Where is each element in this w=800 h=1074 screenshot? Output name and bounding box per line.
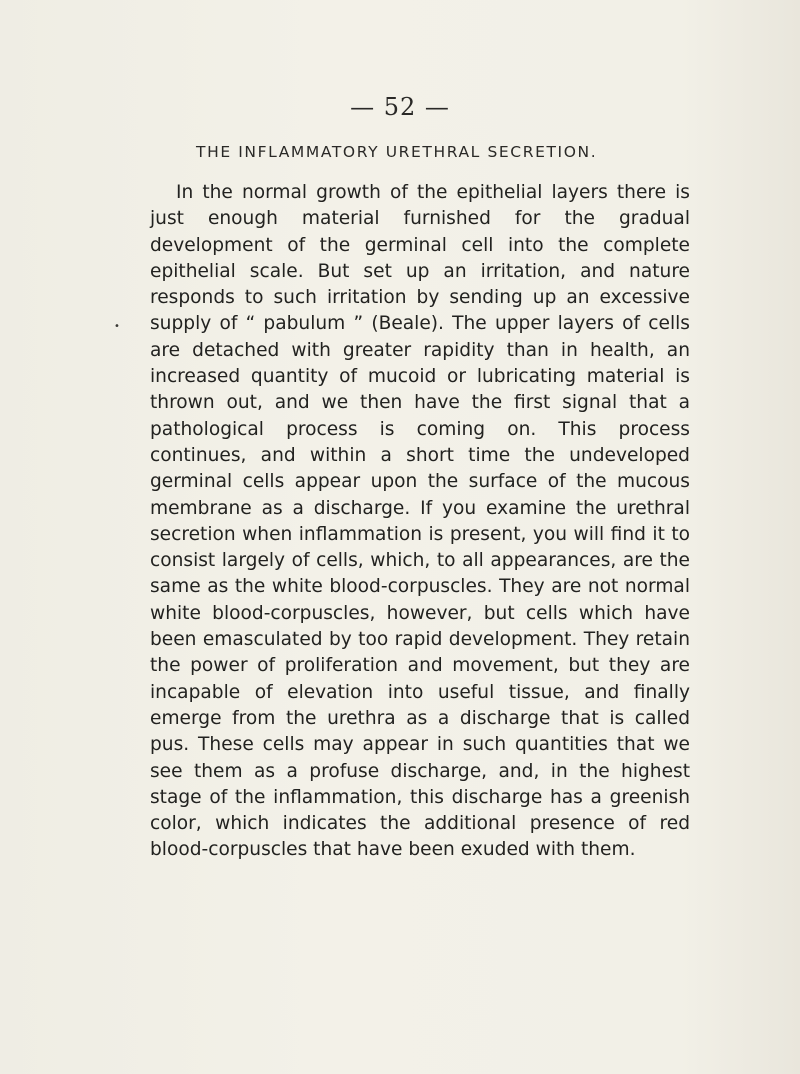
section-title: THE INFLAMMATORY URETHRAL SECRETION. [196, 143, 598, 161]
margin-mark: • [114, 321, 120, 332]
body-paragraph: In the normal growth of the epithelial layers there is just enough material furnished for the gradual development of the germinal cell into the complete epithelial scale. But set up an irritation, and nature responds to such irritation by sending up an excessive supply of “ pabulum ” (Beale). The upper layers of cells are detached with greater rapidity than in health, an increased quantity of mucoid or lubricating material is thrown out, and we then have the first signal that a pathological process is coming on. This process continues, and within a short time the undeveloped germinal cells appear upon the surface of the mucous membrane as a discharge. If you examine the urethral secretion when inflammation is present, you will find it to consist largely of cells, which, to all appearances, are the same as the white blood-corpuscles. They are not normal white blood-corpuscles, however, but cells which have been emasculated by too rapid development. They retain the power of proliferation and movement, but they are incapable of elevation into useful tissue, and finally emerge from the urethra as a discharge that is called pus. These cells may appear in such quantities that we see them as a profuse discharge, and, in the highest stage of the inflammation, this discharge has a greenish color, which indicates the additional presence of red blood-corpuscles that have been exuded with them. [150, 182, 690, 861]
page-number: — 52 — [350, 93, 450, 121]
